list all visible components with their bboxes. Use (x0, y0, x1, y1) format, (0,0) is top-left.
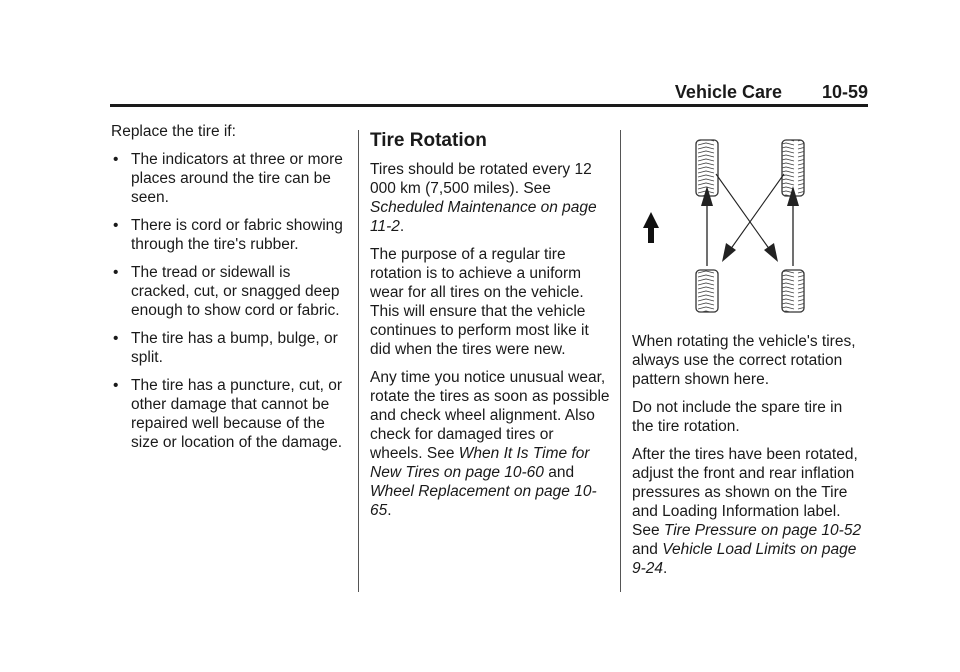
cross-reference-link[interactable]: Wheel Replacement on page 10-65 (370, 483, 597, 519)
arrow-rear-left-to-front-left-icon (701, 186, 713, 266)
paragraph: Tires should be rotated every 12 000 km (7,500 miles). See Scheduled Maintenance on page 11-2. (370, 161, 597, 235)
list-item: • The tire has a bump, bulge, or split. (113, 330, 338, 366)
cross-reference-link[interactable]: Tire Pressure on page 10-52 (663, 522, 862, 539)
arrow-rear-right-to-front-right-icon (787, 186, 799, 266)
bullet-icon: • (113, 217, 119, 234)
column-divider (620, 130, 621, 592)
bullet-icon: • (113, 264, 119, 281)
list-item: • The tread or sidewall is cracked, cut, or snagged deep enough to show cord or fabric. (113, 264, 340, 319)
bullet-icon: • (113, 330, 119, 347)
cross-reference-link[interactable]: Vehicle Load Limits on page 9-24 (632, 541, 857, 577)
header-rule (110, 104, 868, 107)
paragraph: Do not include the spare tire in the tire rotation. (632, 399, 843, 435)
list-item: • The indicators at three or more places around the tire can be seen. (113, 151, 343, 206)
list-item: • The tire has a puncture, cut, or other damage that cannot be repaired well because of the size or location of the damage. (113, 377, 343, 451)
paragraph: The purpose of a regular tire rotation is to achieve a uniform wear for all tires on the vehicle. This will ensure that the vehicle continues to perform most like it did when the tires were new. (370, 246, 589, 358)
rear-left-tire-icon (696, 270, 718, 312)
tire-rotation-pattern-diagram-icon (636, 138, 868, 318)
intro-text: Replace the tire if: (111, 123, 236, 140)
vehicle-forward-arrow-icon (643, 212, 659, 243)
paragraph: Any time you notice unusual wear, rotate the tires as soon as possible and check wheel alignment. Also check for damaged tires or wheels. See When It Is Time for New Tires on page 10-60 and Wheel Replacement on page 10-65. (370, 369, 610, 519)
rear-right-tire-icon (782, 270, 804, 312)
paragraph: When rotating the vehicle's tires, always use the correct rotation pattern shown here. (632, 333, 856, 388)
section-title: Vehicle Care (674, 82, 782, 102)
column-1 (111, 122, 343, 461)
column-divider (358, 130, 359, 592)
bullet-icon: • (113, 377, 119, 394)
cross-reference-link[interactable]: When It Is Time for New Tires on page 10-60 (370, 445, 590, 481)
list-item: • There is cord or fabric showing through the tire's rubber. (113, 217, 343, 253)
paragraph: After the tires have been rotated, adjust the front and rear inflation pressures as shown on the Tire and Loading Information label. See Tire Pressure on page 10-52 and Vehicle Load Limits on page 9-24. (632, 446, 862, 577)
section-heading: Tire Rotation (370, 130, 487, 151)
cross-reference-link[interactable]: Scheduled Maintenance on page 11-2 (370, 199, 597, 235)
replace-conditions-list (111, 150, 343, 452)
page-number: 10-59 (821, 82, 868, 102)
bullet-icon: • (113, 151, 119, 168)
column-2 (370, 130, 610, 529)
column-3 (632, 332, 868, 587)
page-header (110, 82, 868, 104)
